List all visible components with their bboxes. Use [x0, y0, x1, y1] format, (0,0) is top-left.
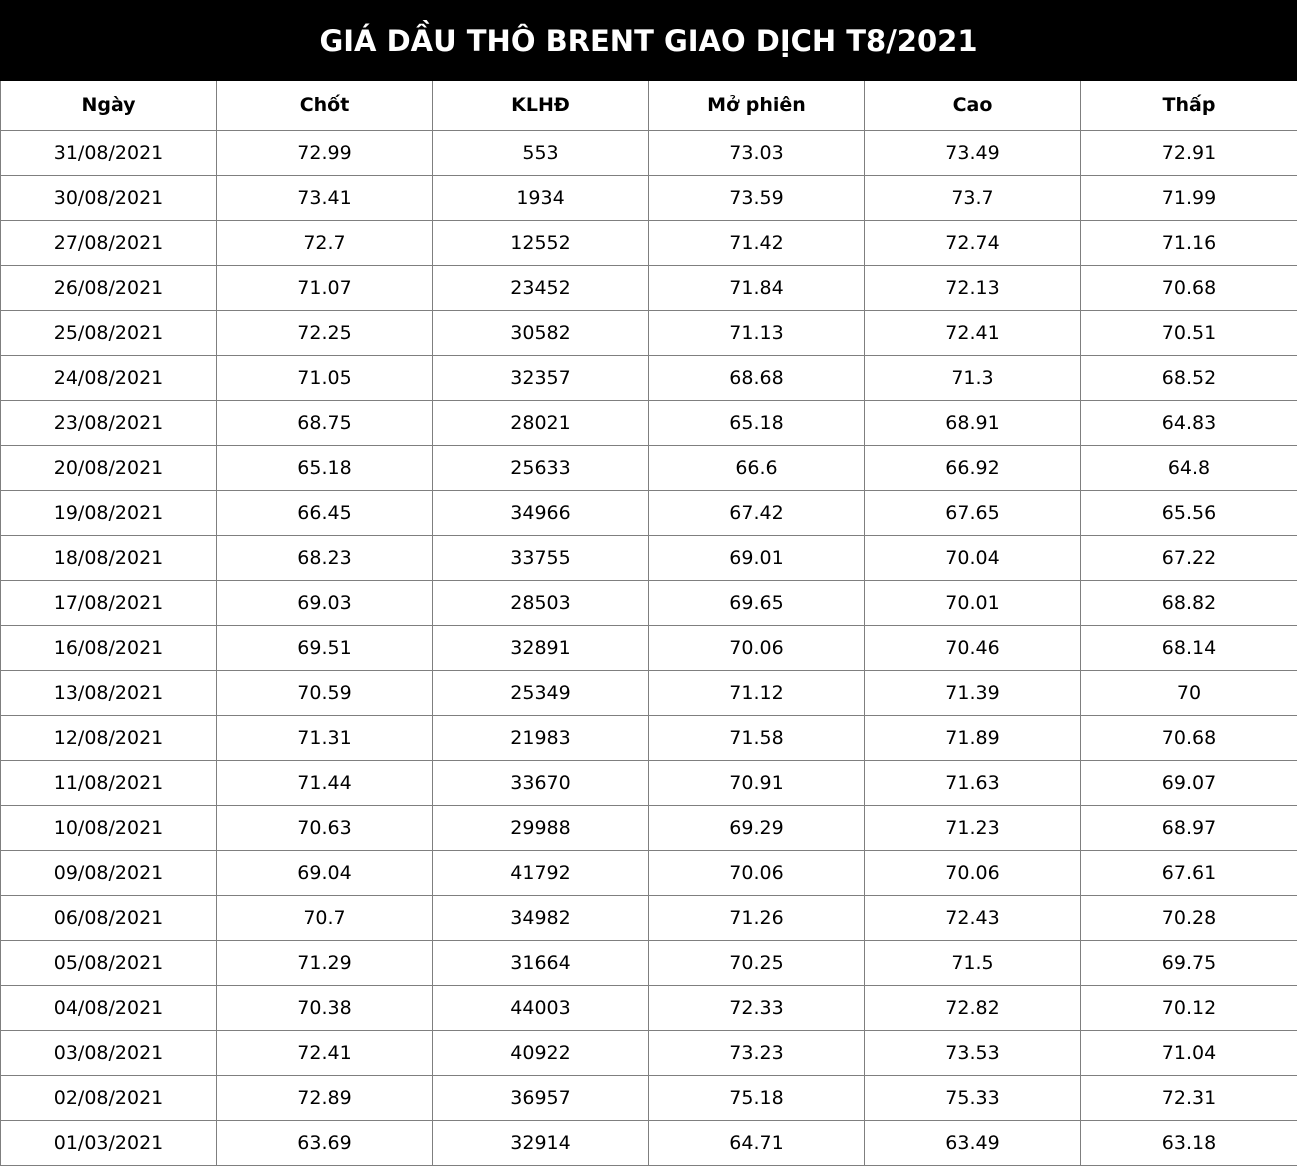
open-cell: 72.33 [649, 985, 865, 1030]
low-cell: 64.8 [1081, 445, 1297, 490]
close-cell: 72.89 [217, 1075, 433, 1120]
close-cell: 69.51 [217, 625, 433, 670]
date-cell: 03/08/2021 [1, 1030, 217, 1075]
volume-cell: 21983 [433, 715, 649, 760]
table-row [1, 220, 1297, 265]
date-cell: 12/08/2021 [1, 715, 217, 760]
close-cell: 63.69 [217, 1120, 433, 1165]
table-row [1, 670, 1297, 715]
low-cell: 68.97 [1081, 805, 1297, 850]
date-cell: 10/08/2021 [1, 805, 217, 850]
open-cell: 68.68 [649, 355, 865, 400]
table-body [1, 130, 1297, 1165]
high-cell: 70.04 [865, 535, 1081, 580]
high-cell: 68.91 [865, 400, 1081, 445]
volume-cell: 23452 [433, 265, 649, 310]
column-header-volume: KLHĐ [433, 81, 649, 130]
high-cell: 73.7 [865, 175, 1081, 220]
column-header-date: Ngày [1, 81, 217, 130]
volume-cell: 34982 [433, 895, 649, 940]
table-row [1, 1030, 1297, 1075]
low-cell: 70 [1081, 670, 1297, 715]
open-cell: 70.91 [649, 760, 865, 805]
high-cell: 73.53 [865, 1030, 1081, 1075]
high-cell: 71.3 [865, 355, 1081, 400]
close-cell: 71.31 [217, 715, 433, 760]
close-cell: 71.29 [217, 940, 433, 985]
date-cell: 09/08/2021 [1, 850, 217, 895]
date-cell: 17/08/2021 [1, 580, 217, 625]
date-cell: 20/08/2021 [1, 445, 217, 490]
date-cell: 25/08/2021 [1, 310, 217, 355]
table-row [1, 355, 1297, 400]
open-cell: 70.25 [649, 940, 865, 985]
close-cell: 72.99 [217, 130, 433, 175]
table-row [1, 400, 1297, 445]
open-cell: 64.71 [649, 1120, 865, 1165]
date-cell: 18/08/2021 [1, 535, 217, 580]
high-cell: 71.63 [865, 760, 1081, 805]
low-cell: 71.16 [1081, 220, 1297, 265]
close-cell: 70.7 [217, 895, 433, 940]
table-row [1, 130, 1297, 175]
date-cell: 23/08/2021 [1, 400, 217, 445]
table-row [1, 310, 1297, 355]
high-cell: 72.13 [865, 265, 1081, 310]
table-row [1, 1075, 1297, 1120]
volume-cell: 25349 [433, 670, 649, 715]
table-row [1, 265, 1297, 310]
close-cell: 65.18 [217, 445, 433, 490]
low-cell: 69.07 [1081, 760, 1297, 805]
volume-cell: 553 [433, 130, 649, 175]
open-cell: 73.03 [649, 130, 865, 175]
close-cell: 69.03 [217, 580, 433, 625]
low-cell: 71.04 [1081, 1030, 1297, 1075]
volume-cell: 32891 [433, 625, 649, 670]
volume-cell: 32914 [433, 1120, 649, 1165]
table-row [1, 175, 1297, 220]
table-row [1, 1120, 1297, 1165]
date-cell: 05/08/2021 [1, 940, 217, 985]
open-cell: 71.58 [649, 715, 865, 760]
date-cell: 26/08/2021 [1, 265, 217, 310]
volume-cell: 1934 [433, 175, 649, 220]
high-cell: 71.5 [865, 940, 1081, 985]
header-row [1, 81, 1297, 130]
high-cell: 71.89 [865, 715, 1081, 760]
volume-cell: 25633 [433, 445, 649, 490]
low-cell: 70.12 [1081, 985, 1297, 1030]
close-cell: 68.75 [217, 400, 433, 445]
high-cell: 75.33 [865, 1075, 1081, 1120]
high-cell: 70.06 [865, 850, 1081, 895]
open-cell: 71.13 [649, 310, 865, 355]
low-cell: 71.99 [1081, 175, 1297, 220]
open-cell: 69.65 [649, 580, 865, 625]
close-cell: 70.63 [217, 805, 433, 850]
close-cell: 71.05 [217, 355, 433, 400]
volume-cell: 44003 [433, 985, 649, 1030]
low-cell: 64.83 [1081, 400, 1297, 445]
high-cell: 71.23 [865, 805, 1081, 850]
date-cell: 02/08/2021 [1, 1075, 217, 1120]
open-cell: 65.18 [649, 400, 865, 445]
table-row [1, 535, 1297, 580]
column-header-open: Mở phiên [649, 81, 865, 130]
open-cell: 73.59 [649, 175, 865, 220]
close-cell: 72.7 [217, 220, 433, 265]
open-cell: 69.01 [649, 535, 865, 580]
volume-cell: 40922 [433, 1030, 649, 1075]
open-cell: 73.23 [649, 1030, 865, 1075]
low-cell: 65.56 [1081, 490, 1297, 535]
low-cell: 70.28 [1081, 895, 1297, 940]
low-cell: 63.18 [1081, 1120, 1297, 1165]
open-cell: 70.06 [649, 625, 865, 670]
low-cell: 70.68 [1081, 715, 1297, 760]
column-header-close: Chốt [217, 81, 433, 130]
open-cell: 75.18 [649, 1075, 865, 1120]
high-cell: 72.74 [865, 220, 1081, 265]
table-row [1, 850, 1297, 895]
open-cell: 67.42 [649, 490, 865, 535]
close-cell: 71.07 [217, 265, 433, 310]
volume-cell: 36957 [433, 1075, 649, 1120]
date-cell: 13/08/2021 [1, 670, 217, 715]
close-cell: 71.44 [217, 760, 433, 805]
high-cell: 70.01 [865, 580, 1081, 625]
open-cell: 71.12 [649, 670, 865, 715]
table-row [1, 445, 1297, 490]
date-cell: 11/08/2021 [1, 760, 217, 805]
date-cell: 01/03/2021 [1, 1120, 217, 1165]
date-cell: 06/08/2021 [1, 895, 217, 940]
date-cell: 30/08/2021 [1, 175, 217, 220]
volume-cell: 33670 [433, 760, 649, 805]
date-cell: 04/08/2021 [1, 985, 217, 1030]
close-cell: 73.41 [217, 175, 433, 220]
low-cell: 68.82 [1081, 580, 1297, 625]
close-cell: 72.41 [217, 1030, 433, 1075]
low-cell: 68.52 [1081, 355, 1297, 400]
date-cell: 24/08/2021 [1, 355, 217, 400]
high-cell: 72.41 [865, 310, 1081, 355]
volume-cell: 28503 [433, 580, 649, 625]
table-row [1, 940, 1297, 985]
volume-cell: 29988 [433, 805, 649, 850]
close-cell: 68.23 [217, 535, 433, 580]
high-cell: 72.43 [865, 895, 1081, 940]
high-cell: 72.82 [865, 985, 1081, 1030]
table-row [1, 805, 1297, 850]
volume-cell: 28021 [433, 400, 649, 445]
close-cell: 66.45 [217, 490, 433, 535]
volume-cell: 41792 [433, 850, 649, 895]
low-cell: 72.31 [1081, 1075, 1297, 1120]
high-cell: 66.92 [865, 445, 1081, 490]
date-cell: 16/08/2021 [1, 625, 217, 670]
table-row [1, 760, 1297, 805]
volume-cell: 32357 [433, 355, 649, 400]
column-header-low: Thấp [1081, 81, 1297, 130]
low-cell: 67.61 [1081, 850, 1297, 895]
open-cell: 71.26 [649, 895, 865, 940]
volume-cell: 33755 [433, 535, 649, 580]
low-cell: 68.14 [1081, 625, 1297, 670]
high-cell: 63.49 [865, 1120, 1081, 1165]
high-cell: 67.65 [865, 490, 1081, 535]
table-row [1, 985, 1297, 1030]
volume-cell: 34966 [433, 490, 649, 535]
close-cell: 70.59 [217, 670, 433, 715]
open-cell: 71.84 [649, 265, 865, 310]
high-cell: 70.46 [865, 625, 1081, 670]
open-cell: 70.06 [649, 850, 865, 895]
brent-price-table [0, 81, 1297, 1166]
low-cell: 69.75 [1081, 940, 1297, 985]
low-cell: 70.51 [1081, 310, 1297, 355]
table-row [1, 715, 1297, 760]
open-cell: 69.29 [649, 805, 865, 850]
low-cell: 72.91 [1081, 130, 1297, 175]
close-cell: 72.25 [217, 310, 433, 355]
volume-cell: 30582 [433, 310, 649, 355]
close-cell: 69.04 [217, 850, 433, 895]
table-row [1, 580, 1297, 625]
table-row [1, 895, 1297, 940]
open-cell: 66.6 [649, 445, 865, 490]
date-cell: 19/08/2021 [1, 490, 217, 535]
volume-cell: 12552 [433, 220, 649, 265]
date-cell: 31/08/2021 [1, 130, 217, 175]
table-row [1, 625, 1297, 670]
column-header-high: Cao [865, 81, 1081, 130]
high-cell: 73.49 [865, 130, 1081, 175]
high-cell: 71.39 [865, 670, 1081, 715]
low-cell: 70.68 [1081, 265, 1297, 310]
volume-cell: 31664 [433, 940, 649, 985]
date-cell: 27/08/2021 [1, 220, 217, 265]
open-cell: 71.42 [649, 220, 865, 265]
close-cell: 70.38 [217, 985, 433, 1030]
low-cell: 67.22 [1081, 535, 1297, 580]
table-title: GIÁ DẦU THÔ BRENT GIAO DỊCH T8/2021 [0, 0, 1297, 81]
table-row [1, 490, 1297, 535]
